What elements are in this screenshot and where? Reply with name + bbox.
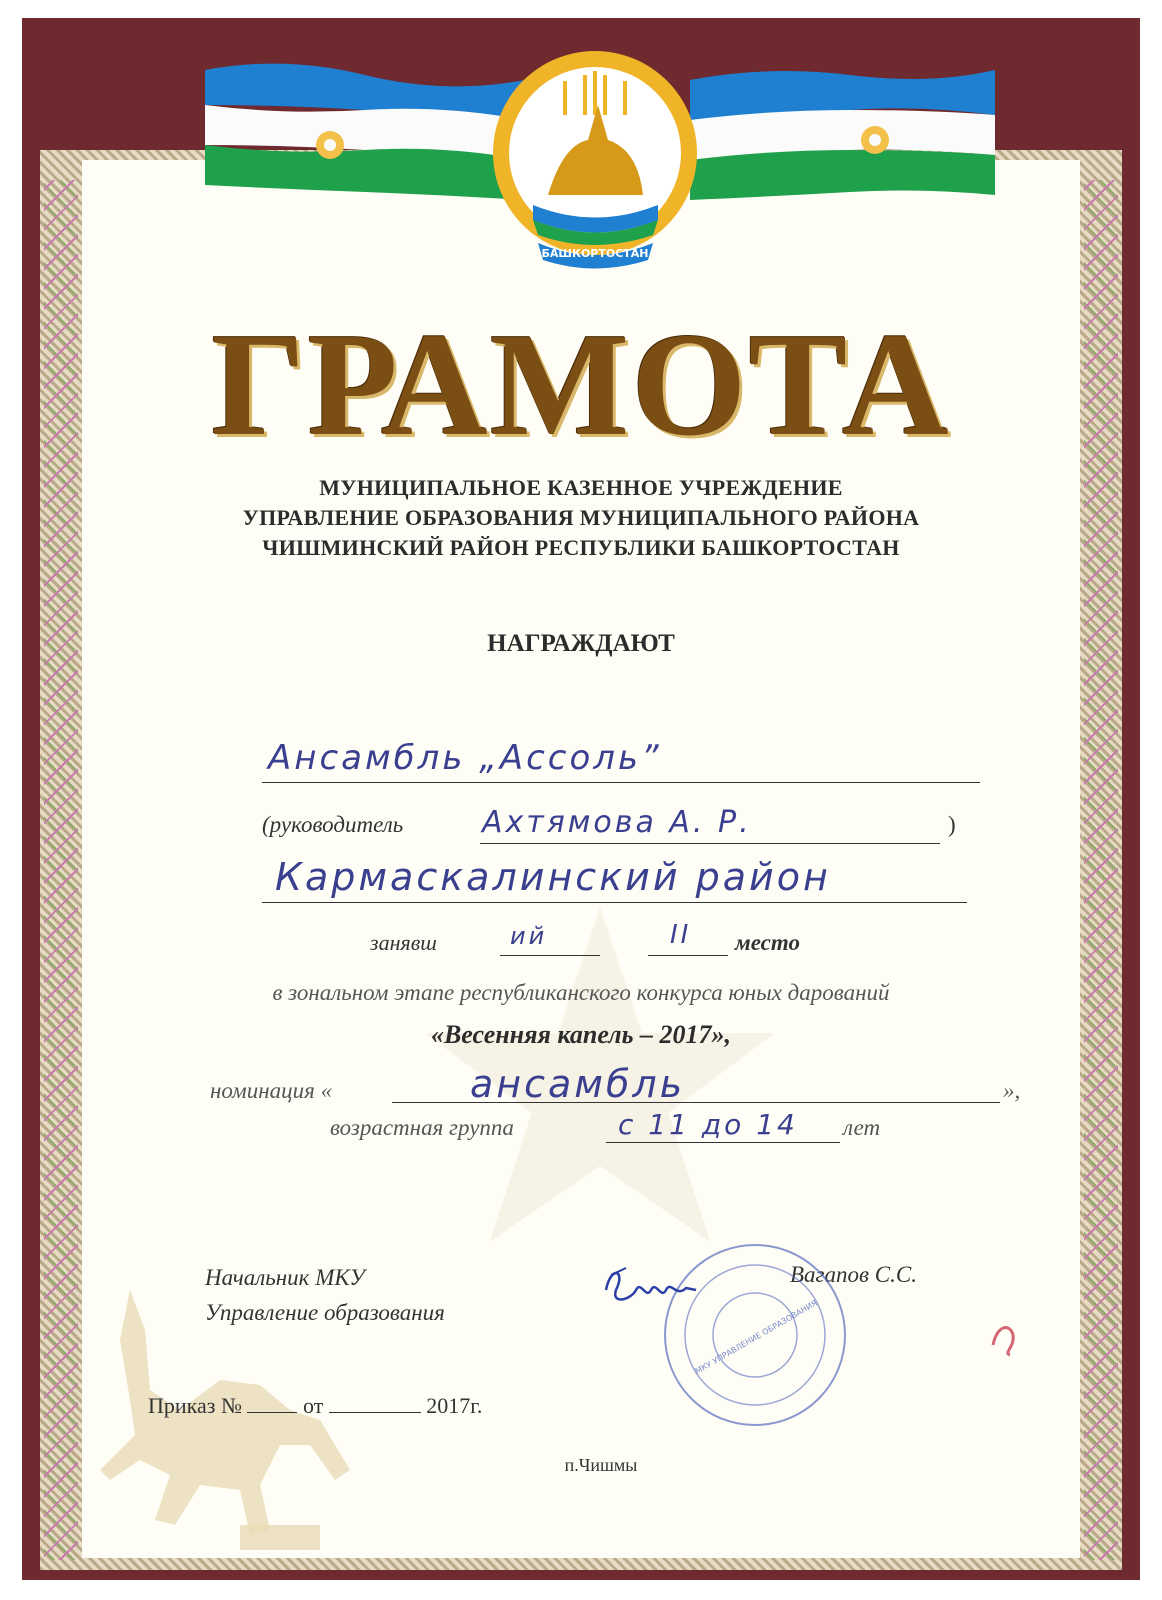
issue-location: п.Чишмы (564, 1455, 638, 1475)
emblem-label: БАШКОРТОСТАН (541, 247, 649, 260)
certificate-title: ГРАМОТА (211, 303, 951, 467)
nomination-close: », (1003, 1078, 1021, 1103)
leader-name: Ахтямова А. Р. (482, 805, 752, 840)
bashkortostan-flag-left (205, 60, 525, 210)
page-top-margin (0, 0, 1162, 18)
bashkortostan-flag-right (690, 60, 995, 210)
recipient-name: Ансамбль „Ассоль” (268, 738, 662, 778)
age-group-underline (606, 1142, 840, 1143)
order-line (148, 1393, 482, 1419)
signatory-name: Вагапов С.С. (790, 1262, 917, 1287)
order-year: 2017г. (426, 1393, 483, 1418)
organization-line-2: УПРАВЛЕНИЕ ОБРАЗОВАНИЯ МУНИЦИПАЛЬНОГО РАЙОНА (242, 505, 920, 530)
signatory-title-line-1: Начальник МКУ (205, 1265, 365, 1290)
place-suffix-underline (500, 955, 600, 956)
nomination-value: ансамбль (470, 1062, 686, 1106)
place-label: место (735, 930, 800, 955)
place-number-underline (648, 955, 728, 956)
award-verb: НАГРАЖДАЮТ (487, 630, 675, 657)
order-number (247, 1412, 297, 1413)
place-suffix-hand: ий (510, 922, 548, 950)
red-ink-mark (985, 1315, 1025, 1360)
district-name: Кармаскалинский район (275, 855, 831, 899)
place-number: II (670, 920, 692, 950)
handwritten-signature (596, 1260, 701, 1320)
signatory-title-line-2: Управление образования (205, 1300, 445, 1325)
stamp-center-text: МКУ УПРАВЛЕНИЕ ОБРАЗОВАНИЯ (693, 1298, 819, 1376)
nomination-underline (392, 1102, 1000, 1103)
contest-description: в зональном этапе республиканского конкурса юных дарований (272, 980, 890, 1005)
district-underline (262, 902, 967, 903)
age-group-value: с 11 до 14 (618, 1108, 798, 1141)
contest-name: «Весенняя капель – 2017», (430, 1020, 732, 1049)
leader-close-paren: ) (948, 812, 956, 837)
order-date (329, 1412, 421, 1413)
organization-line-1: МУНИЦИПАЛЬНОЕ КАЗЕННОЕ УЧРЕЖДЕНИЕ (319, 475, 843, 500)
age-group-label: возрастная группа (330, 1115, 514, 1140)
leader-underline (480, 843, 940, 844)
recipient-underline (262, 782, 980, 783)
order-from: от (302, 1393, 324, 1418)
bashkortostan-coat-of-arms (478, 45, 712, 270)
leader-label: (руководитель (262, 812, 404, 837)
order-label: Приказ № (148, 1393, 242, 1418)
age-group-suffix: лет (843, 1115, 881, 1140)
organization-line-3: ЧИШМИНСКИЙ РАЙОН РЕСПУБЛИКИ БАШКОРТОСТАН (262, 535, 900, 560)
place-prefix: занявш (370, 930, 437, 955)
nomination-label: номинация « (210, 1078, 333, 1103)
